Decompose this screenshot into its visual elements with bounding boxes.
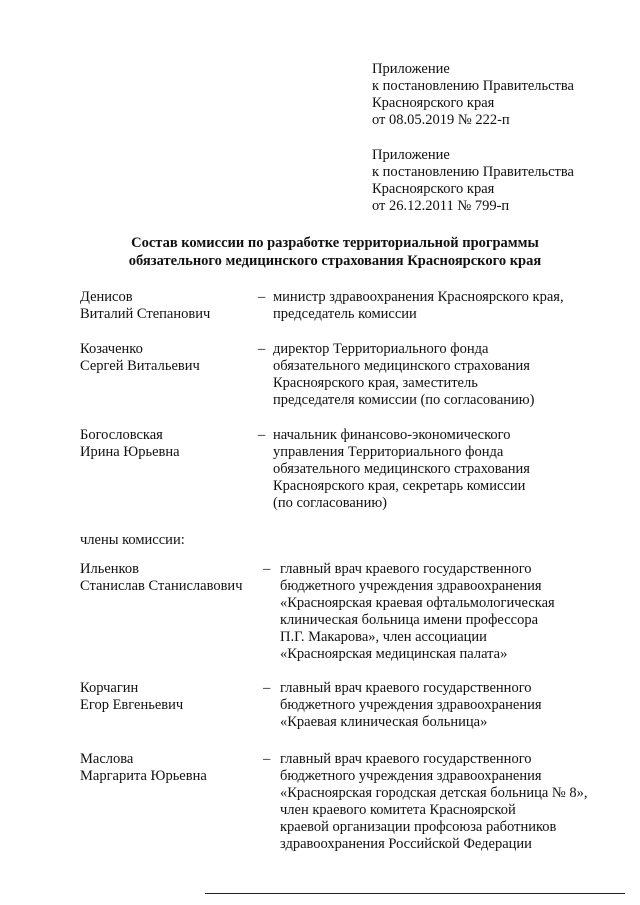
member-given-name: Виталий Степанович [80, 306, 211, 322]
appendix-header-original [372, 147, 632, 215]
member-role: министр здравоохранения Красноярского края, председатель комиссии [273, 289, 564, 322]
member-given-name: Егор Евгеньевич [80, 697, 184, 713]
page-bottom-rule [205, 893, 625, 894]
member-given-name: Маргарита Юрьевна [80, 768, 207, 784]
member-surname: Маслова [80, 751, 134, 767]
member-role: главный врач краевого государственного бюджетного учреждения здравоохранения «Красноярская краевая офтальмологическая клиническая больница имени профессора П.Г. Макарова», член ассоциации «Красноярская медицинская палата» [280, 561, 555, 662]
appendix-header-current [372, 61, 632, 129]
member-role: главный врач краевого государственного бюджетного учреждения здравоохранения «Красноярская городская детская больница № 8», член краевого комитета Красноярской краевой организации профсоюза работников здравоохранения Российской Федерации [280, 751, 588, 852]
appendix-line: к постановлению Правительства [372, 164, 574, 180]
member-surname: Козаченко [80, 341, 143, 357]
member-name [80, 680, 255, 714]
member-role: директор Территориального фонда обязательного медицинского страхования Красноярского края, заместитель председателя комиссии (по согласованию) [273, 341, 535, 408]
member-name [80, 561, 255, 595]
member-name [80, 289, 255, 323]
member-surname: Богословская [80, 427, 163, 443]
separator-dash: – [263, 561, 271, 577]
appendix-line: Красноярского края [372, 181, 495, 197]
member-surname: Ильенков [80, 561, 139, 577]
member-surname: Корчагин [80, 680, 139, 696]
member-role: главный врач краевого государственного бюджетного учреждения здравоохранения «Краевая клиническая больница» [280, 680, 542, 730]
member-name [80, 751, 255, 785]
document-title [60, 234, 610, 270]
appendix-line: Приложение [372, 147, 450, 163]
member-name [80, 427, 255, 461]
member-surname: Денисов [80, 289, 133, 305]
appendix-line: Красноярского края [372, 95, 495, 111]
separator-dash: – [258, 341, 266, 357]
member-name [80, 341, 255, 375]
separator-dash: – [258, 427, 266, 443]
separator-dash: – [263, 751, 271, 767]
member-given-name: Ирина Юрьевна [80, 444, 180, 460]
member-given-name: Станислав Станиславович [80, 578, 243, 594]
appendix-line: Приложение [372, 61, 450, 77]
members-section-label: члены комиссии: [80, 532, 185, 548]
appendix-line: от 26.12.2011 № 799-п [372, 198, 510, 214]
separator-dash: – [258, 289, 266, 305]
separator-dash: – [263, 680, 271, 696]
member-given-name: Сергей Витальевич [80, 358, 200, 374]
appendix-line: от 08.05.2019 № 222-п [372, 112, 510, 128]
title-line-1: Состав комиссии по разработке территориальной программы [131, 235, 539, 251]
appendix-line: к постановлению Правительства [372, 78, 574, 94]
title-line-2: обязательного медицинского страхования Красноярского края [128, 253, 542, 269]
member-role: начальник финансово-экономического управления Территориального фонда обязательного медицинского страхования Красноярского края, секретарь комиссии (по согласованию) [273, 427, 530, 511]
